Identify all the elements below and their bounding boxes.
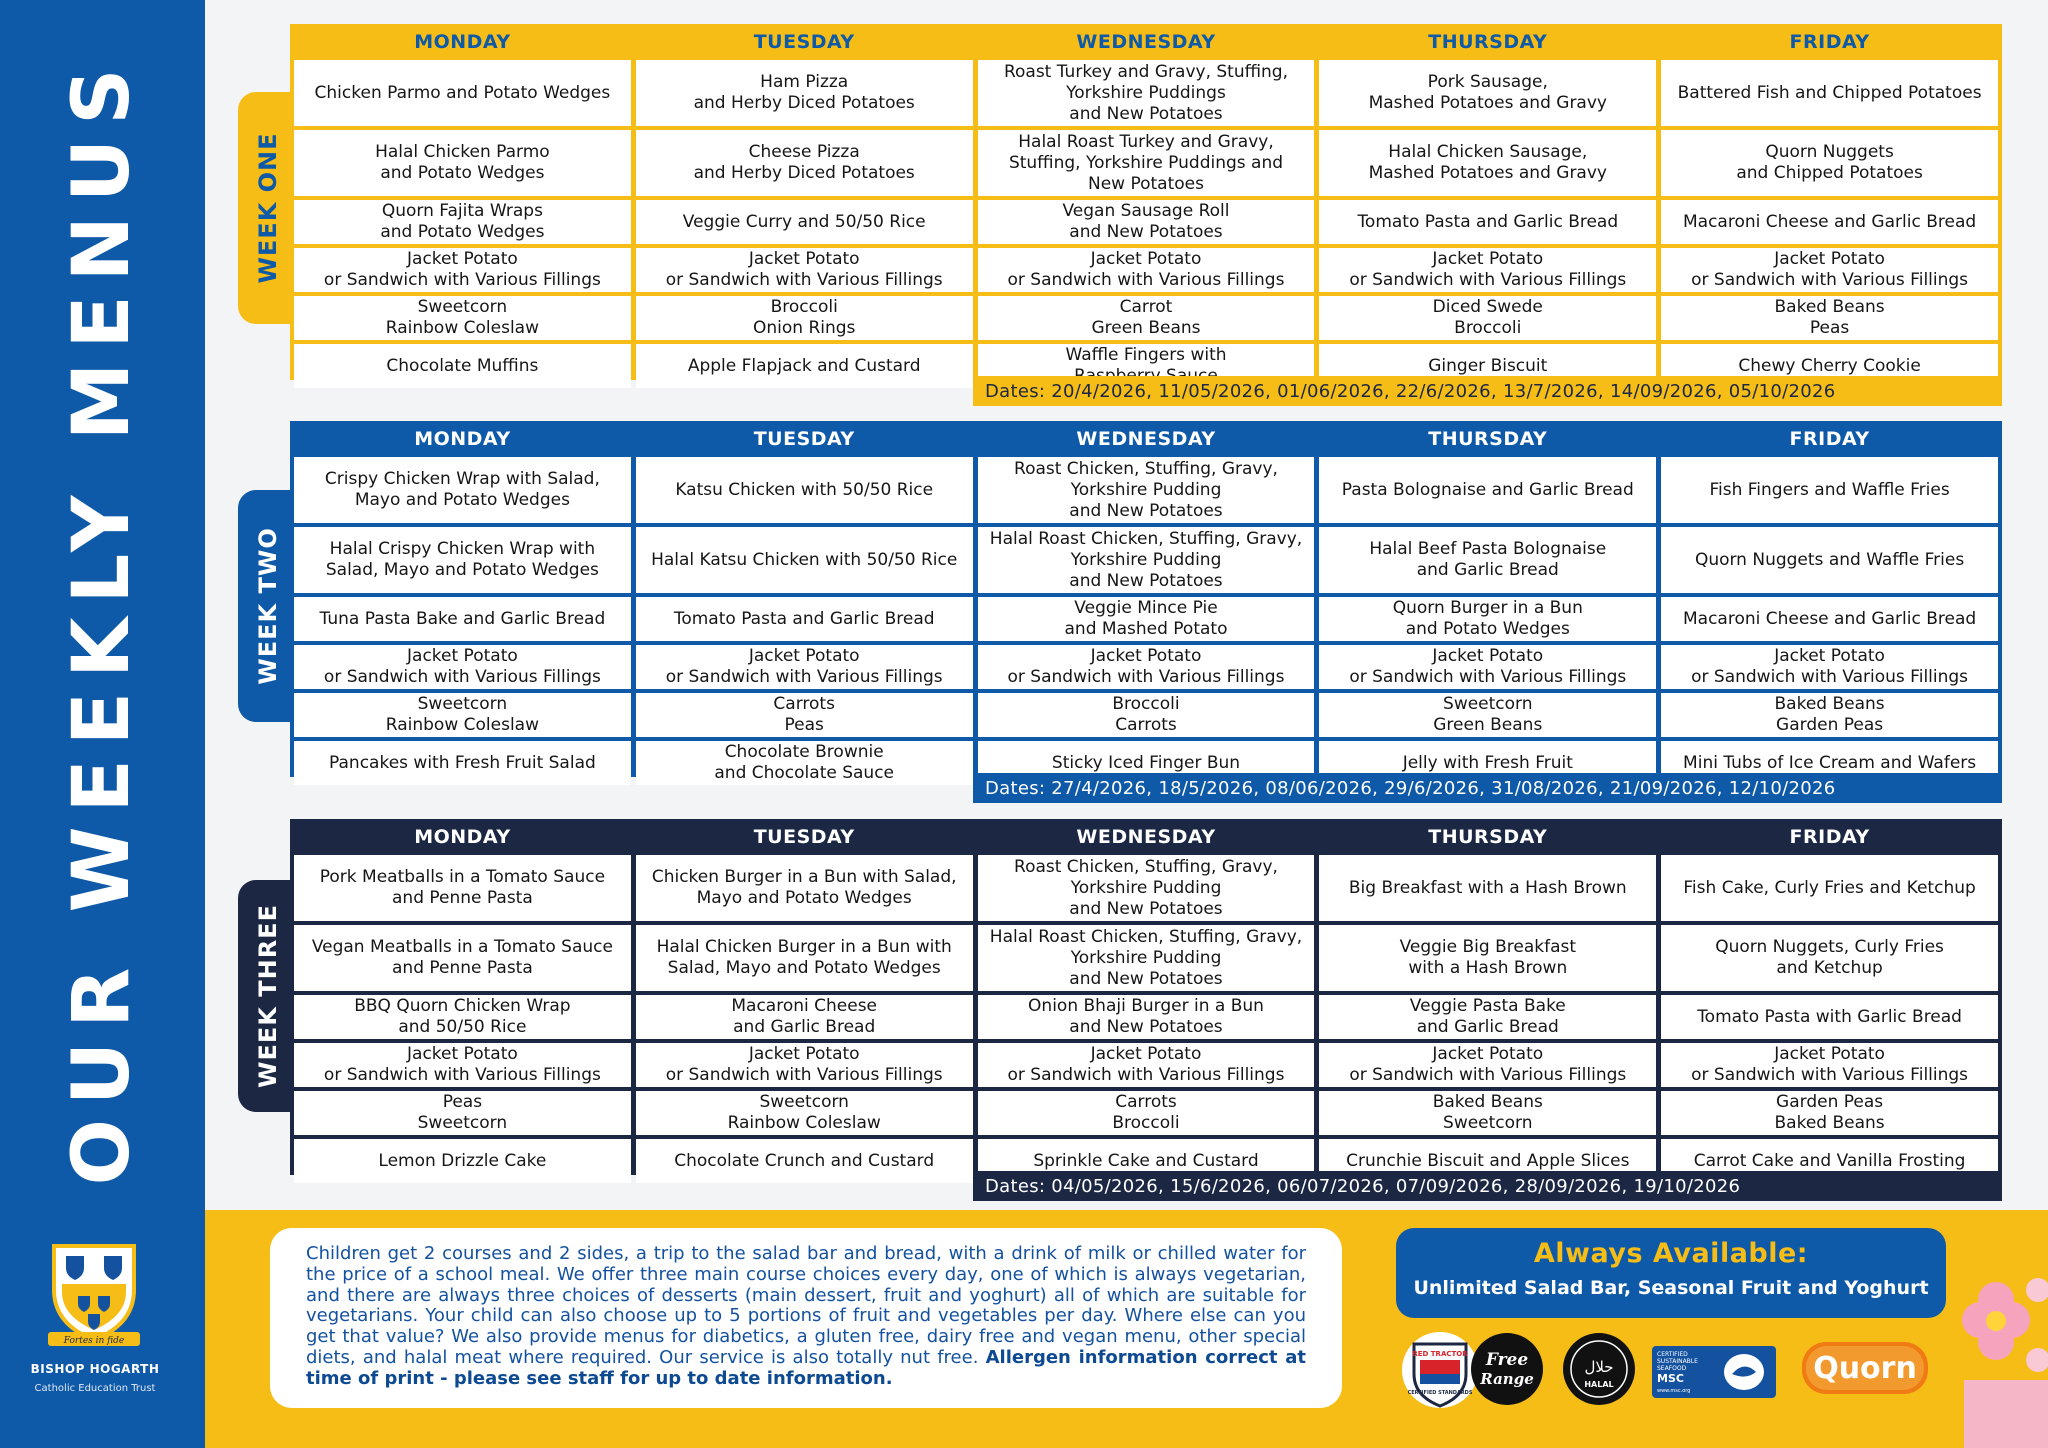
- menu-cell: Pork Sausage, Mashed Potatoes and Gravy: [1319, 60, 1656, 126]
- menu-cell: Jacket Potato or Sandwich with Various Fillings: [1319, 248, 1656, 292]
- menu-cell: Tomato Pasta and Garlic Bread: [636, 597, 973, 641]
- menu-cell: Jacket Potato or Sandwich with Various Fillings: [636, 1043, 973, 1087]
- week-one-dates: Dates: 20/4/2026, 11/05/2026, 01/06/2026, 22/6/2026, 13/7/2026, 14/09/2026, 05/10/2026: [973, 376, 2002, 406]
- week-three-dates: Dates: 04/05/2026, 15/6/2026, 06/07/2026, 07/09/2026, 28/09/2026, 19/10/2026: [973, 1171, 2002, 1201]
- menu-cell: Halal Roast Turkey and Gravy, Stuffing, Yorkshire Puddings and New Potatoes: [978, 130, 1315, 196]
- menu-cell: Waffle Fingers with: [978, 344, 1315, 388]
- menu-cell: Jacket Potato or Sandwich with Various Fillings: [294, 645, 631, 689]
- menu-cell: Halal Katsu Chicken with 50/50 Rice: [636, 527, 973, 593]
- always-available-text: Unlimited Salad Bar, Seasonal Fruit and Yoghurt: [1413, 1277, 1929, 1299]
- menu-cell: Carrots Peas: [636, 693, 973, 737]
- menu-cell: Fish Fingers and Waffle Fries: [1661, 457, 1998, 523]
- msc-badge: [1652, 1346, 1776, 1398]
- menu-cell: Broccoli Carrots: [978, 693, 1315, 737]
- menu-cell: Ham Pizza and Herby Diced Potatoes: [636, 60, 973, 126]
- menu-cell: Carrots Broccoli: [978, 1091, 1315, 1135]
- menu-cell: Veggie Pasta Bake and Garlic Bread: [1319, 995, 1656, 1039]
- week-two-grid: [290, 421, 2002, 783]
- week-one-menu: [290, 24, 2002, 402]
- menu-cell: Roast Chicken, Stuffing, Gravy, Yorkshire Pudding and New Potatoes: [978, 457, 1315, 523]
- menu-cell: Chocolate Crunch and Custard: [636, 1139, 973, 1183]
- week-three-grid: [290, 819, 2002, 1175]
- menu-cell: Quorn Nuggets, Curly Fries and Ketchup: [1661, 925, 1998, 991]
- menu-cell: Pork Meatballs in a Tomato Sauce and Penne Pasta: [294, 855, 631, 921]
- menu-cell: Jacket Potato or Sandwich with Various Fillings: [1319, 645, 1656, 689]
- menu-cell: Jacket Potato or Sandwich with Various Fillings: [294, 1043, 631, 1087]
- menu-cell: Macaroni Cheese and Garlic Bread: [636, 995, 973, 1039]
- free-range-word1: Free: [1485, 1350, 1529, 1370]
- day-header-friday: FRIDAY: [1789, 826, 1870, 848]
- day-header-monday: MONDAY: [414, 31, 511, 53]
- menu-cell: Diced Swede Broccoli: [1319, 296, 1656, 340]
- menu-cell: Chocolate Brownie and Chocolate Sauce: [636, 741, 973, 785]
- day-header-wednesday: WEDNESDAY: [1076, 826, 1216, 848]
- menu-cell: Veggie Mince Pie and Mashed Potato: [978, 597, 1315, 641]
- menu-cell: Vegan Meatballs in a Tomato Sauce and Penne Pasta: [294, 925, 631, 991]
- menu-cell: Chewy Cherry Cookie: [1661, 344, 1998, 388]
- day-header-thursday: THURSDAY: [1428, 826, 1548, 848]
- day-header-wednesday: WEDNESDAY: [1076, 31, 1216, 53]
- menu-cell: Mini Tubs of Ice Cream and Wafers: [1661, 741, 1998, 785]
- menu-cell: Garden Peas Baked Beans: [1661, 1091, 1998, 1135]
- free-range-badge: [1470, 1330, 1544, 1408]
- menu-cell: Jacket Potato or Sandwich with Various Fillings: [1661, 1043, 1998, 1087]
- menu-cell: Sweetcorn Rainbow Coleslaw: [294, 693, 631, 737]
- day-header-wednesday: WEDNESDAY: [1076, 428, 1216, 450]
- menu-cell: Peas Sweetcorn: [294, 1091, 631, 1135]
- menu-cell: Halal Roast Chicken, Stuffing, Gravy, Yorkshire Pudding and New Potatoes: [978, 925, 1315, 991]
- menu-cell: Macaroni Cheese and Garlic Bread: [1661, 200, 1998, 244]
- menu-cell: Veggie Curry and 50/50 Rice: [636, 200, 973, 244]
- menu-cell: Ginger Biscuit: [1319, 344, 1656, 388]
- menu-cell: Quorn Burger in a Bun and Potato Wedges: [1319, 597, 1656, 641]
- week-three-tab: [238, 880, 298, 1112]
- day-header-monday: MONDAY: [414, 826, 511, 848]
- menu-cell: Jacket Potato or Sandwich with Various Fillings: [294, 248, 631, 292]
- quorn-word: Quorn: [1813, 1351, 1917, 1386]
- menu-cell: Carrot Green Beans: [978, 296, 1315, 340]
- menu-cell: Jacket Potato or Sandwich with Various Fillings: [1319, 1043, 1656, 1087]
- menu-cell: Big Breakfast with a Hash Brown: [1319, 855, 1656, 921]
- day-header-friday: FRIDAY: [1789, 428, 1870, 450]
- menu-cell: Tomato Pasta with Garlic Bread: [1661, 995, 1998, 1039]
- allergen-notice: Allergen information correct at time of print - please see staff for up to date information.: [306, 1346, 1306, 1389]
- menu-cell: Roast Turkey and Gravy, Stuffing, Yorkshire Puddings and New Potatoes: [978, 60, 1315, 126]
- week-one-grid: [290, 24, 2002, 380]
- week-two-tab: [238, 490, 298, 722]
- msc-line-3: SEAFOOD: [1657, 1365, 1687, 1372]
- menu-cell: Halal Chicken Parmo and Potato Wedges: [294, 130, 631, 196]
- menu-cell: Jacket Potato or Sandwich with Various Fillings: [978, 645, 1315, 689]
- menu-cell: Crunchie Biscuit and Apple Slices: [1319, 1139, 1656, 1183]
- halal-badge: [1562, 1330, 1636, 1408]
- menu-cell: Roast Chicken, Stuffing, Gravy, Yorkshire Pudding and New Potatoes: [978, 855, 1315, 921]
- page-title: OUR WEEKLY MENUS: [57, 54, 147, 1186]
- menu-cell: Chocolate Muffins: [294, 344, 631, 388]
- quorn-badge: [1800, 1340, 1930, 1396]
- menu-cell: Quorn Fajita Wraps and Potato Wedges: [294, 200, 631, 244]
- week-two-dates: Dates: 27/4/2026, 18/5/2026, 08/06/2026, 29/6/2026, 31/08/2026, 21/09/2026, 12/10/2026: [973, 773, 2002, 803]
- menu-cell: Sprinkle Cake and Custard: [978, 1139, 1315, 1183]
- menu-cell: Pancakes with Fresh Fruit Salad: [294, 741, 631, 785]
- menu-cell: Apple Flapjack and Custard: [636, 344, 973, 388]
- menu-cell: Halal Beef Pasta Bolognaise and Garlic Bread: [1319, 527, 1656, 593]
- menu-cell: Chicken Burger in a Bun with Salad, Mayo and Potato Wedges: [636, 855, 973, 921]
- menu-cell: Baked Beans Garden Peas: [1661, 693, 1998, 737]
- menu-cell: Veggie Big Breakfast with a Hash Brown: [1319, 925, 1656, 991]
- menu-cell: Jacket Potato or Sandwich with Various Fillings: [636, 645, 973, 689]
- menu-cell: Chicken Parmo and Potato Wedges: [294, 60, 631, 126]
- menu-cell: Fish Cake, Curly Fries and Ketchup: [1661, 855, 1998, 921]
- info-box: [270, 1228, 1342, 1408]
- day-header-tuesday: TUESDAY: [753, 31, 855, 53]
- free-range-word2: Range: [1480, 1370, 1534, 1388]
- week-one-tab: [238, 92, 298, 324]
- flower-decoration: [1930, 1250, 2048, 1448]
- menu-cell: Quorn Nuggets and Waffle Fries: [1661, 527, 1998, 593]
- halal-word: HALAL: [1584, 1380, 1614, 1389]
- week-three-menu: [290, 819, 2002, 1197]
- day-header-thursday: THURSDAY: [1428, 428, 1548, 450]
- menu-cell: Halal Chicken Burger in a Bun with Salad, Mayo and Potato Wedges: [636, 925, 973, 991]
- day-header-tuesday: TUESDAY: [753, 826, 855, 848]
- menu-cell: Baked Beans Sweetcorn: [1319, 1091, 1656, 1135]
- red-tractor-standards: CERTIFIED STANDARDS: [1407, 1390, 1473, 1396]
- always-available-title: Always Available:: [1533, 1238, 1809, 1269]
- menu-cell: Carrot Cake and Vanilla Frosting: [1661, 1139, 1998, 1183]
- menu-cell: Jacket Potato or Sandwich with Various Fillings: [978, 248, 1315, 292]
- menu-cell: Quorn Nuggets and Chipped Potatoes: [1661, 130, 1998, 196]
- week-one-label: WEEK ONE: [254, 132, 282, 284]
- msc-url: www.msc.org: [1657, 1388, 1691, 1394]
- week-two-menu: [290, 421, 2002, 799]
- menu-cell: Tomato Pasta and Garlic Bread: [1319, 200, 1656, 244]
- msc-line-1: CERTIFIED: [1657, 1351, 1688, 1358]
- menu-cell: Broccoli Onion Rings: [636, 296, 973, 340]
- crest-motto: Fortes in fide: [63, 1336, 125, 1346]
- menu-cell: Cheese Pizza and Herby Diced Potatoes: [636, 130, 973, 196]
- msc-acronym: MSC: [1657, 1372, 1684, 1385]
- menu-cell: Macaroni Cheese and Garlic Bread: [1661, 597, 1998, 641]
- menu-cell: Tuna Pasta Bake and Garlic Bread: [294, 597, 631, 641]
- school-crest-logo: [48, 1240, 140, 1350]
- org-name: BISHOP HOGARTH: [30, 1362, 160, 1376]
- info-text: Children get 2 courses and 2 sides, a trip to the salad bar and bread, with a drink of milk or chilled water for the price of a school meal. We offer three main course choices every day, one of which is always vegetarian, and there are always three choices of desserts (main dessert, fruit and yoghurt) all of which are suitable for vegetarians. Your child can also choose up to 5 portions of fruit and vegetables per day. Where else can you get that value? We also provide menus for diabetics, a gluten free, dairy free and vegan menu, other special diets, and halal meat where required. Our service is also totally nut free.: [306, 1243, 1306, 1368]
- menu-cell: Jelly with Fresh Fruit: [1319, 741, 1656, 785]
- red-tractor-name: RED TRACTOR: [1412, 1350, 1468, 1358]
- menu-cell: Jacket Potato or Sandwich with Various Fillings: [1661, 248, 1998, 292]
- week-three-label: WEEK THREE: [254, 904, 282, 1088]
- menu-cell: Halal Crispy Chicken Wrap with Salad, Mayo and Potato Wedges: [294, 527, 631, 593]
- menu-cell: Lemon Drizzle Cake: [294, 1139, 631, 1183]
- menu-cell: Sweetcorn Rainbow Coleslaw: [294, 296, 631, 340]
- menu-cell: Jacket Potato or Sandwich with Various Fillings: [978, 1043, 1315, 1087]
- always-available-box: [1396, 1228, 1946, 1318]
- day-header-thursday: THURSDAY: [1428, 31, 1548, 53]
- menu-cell: Halal Chicken Sausage, Mashed Potatoes and Gravy: [1319, 130, 1656, 196]
- org-subtitle: Catholic Education Trust: [34, 1383, 156, 1394]
- day-header-tuesday: TUESDAY: [753, 428, 855, 450]
- menu-cell: Battered Fish and Chipped Potatoes: [1661, 60, 1998, 126]
- day-header-friday: FRIDAY: [1789, 31, 1870, 53]
- menu-cell: Katsu Chicken with 50/50 Rice: [636, 457, 973, 523]
- menu-cell: Pasta Bolognaise and Garlic Bread: [1319, 457, 1656, 523]
- menu-cell: Vegan Sausage Roll and New Potatoes: [978, 200, 1315, 244]
- menu-cell: Jacket Potato or Sandwich with Various Fillings: [1661, 645, 1998, 689]
- menu-cell: Halal Roast Chicken, Stuffing, Gravy, Yorkshire Pudding and New Potatoes: [978, 527, 1315, 593]
- menu-cell: Sweetcorn Green Beans: [1319, 693, 1656, 737]
- menu-cell: Jacket Potato or Sandwich with Various Fillings: [636, 248, 973, 292]
- halal-arabic: حلال: [1584, 1358, 1614, 1376]
- day-header-monday: MONDAY: [414, 428, 511, 450]
- menu-cell: Onion Bhaji Burger in a Bun and New Potatoes: [978, 995, 1315, 1039]
- red-tractor-badge: [1400, 1330, 1480, 1410]
- menu-cell: Sweetcorn Rainbow Coleslaw: [636, 1091, 973, 1135]
- menu-cell: BBQ Quorn Chicken Wrap and 50/50 Rice: [294, 995, 631, 1039]
- msc-line-2: SUSTAINABLE: [1657, 1358, 1698, 1365]
- week-two-label: WEEK TWO: [254, 527, 282, 685]
- menu-cell: Baked Beans Peas: [1661, 296, 1998, 340]
- menu-cell: Crispy Chicken Wrap with Salad, Mayo and Potato Wedges: [294, 457, 631, 523]
- left-title-band: [0, 0, 205, 1448]
- menu-cell: Sticky Iced Finger Bun: [978, 741, 1315, 785]
